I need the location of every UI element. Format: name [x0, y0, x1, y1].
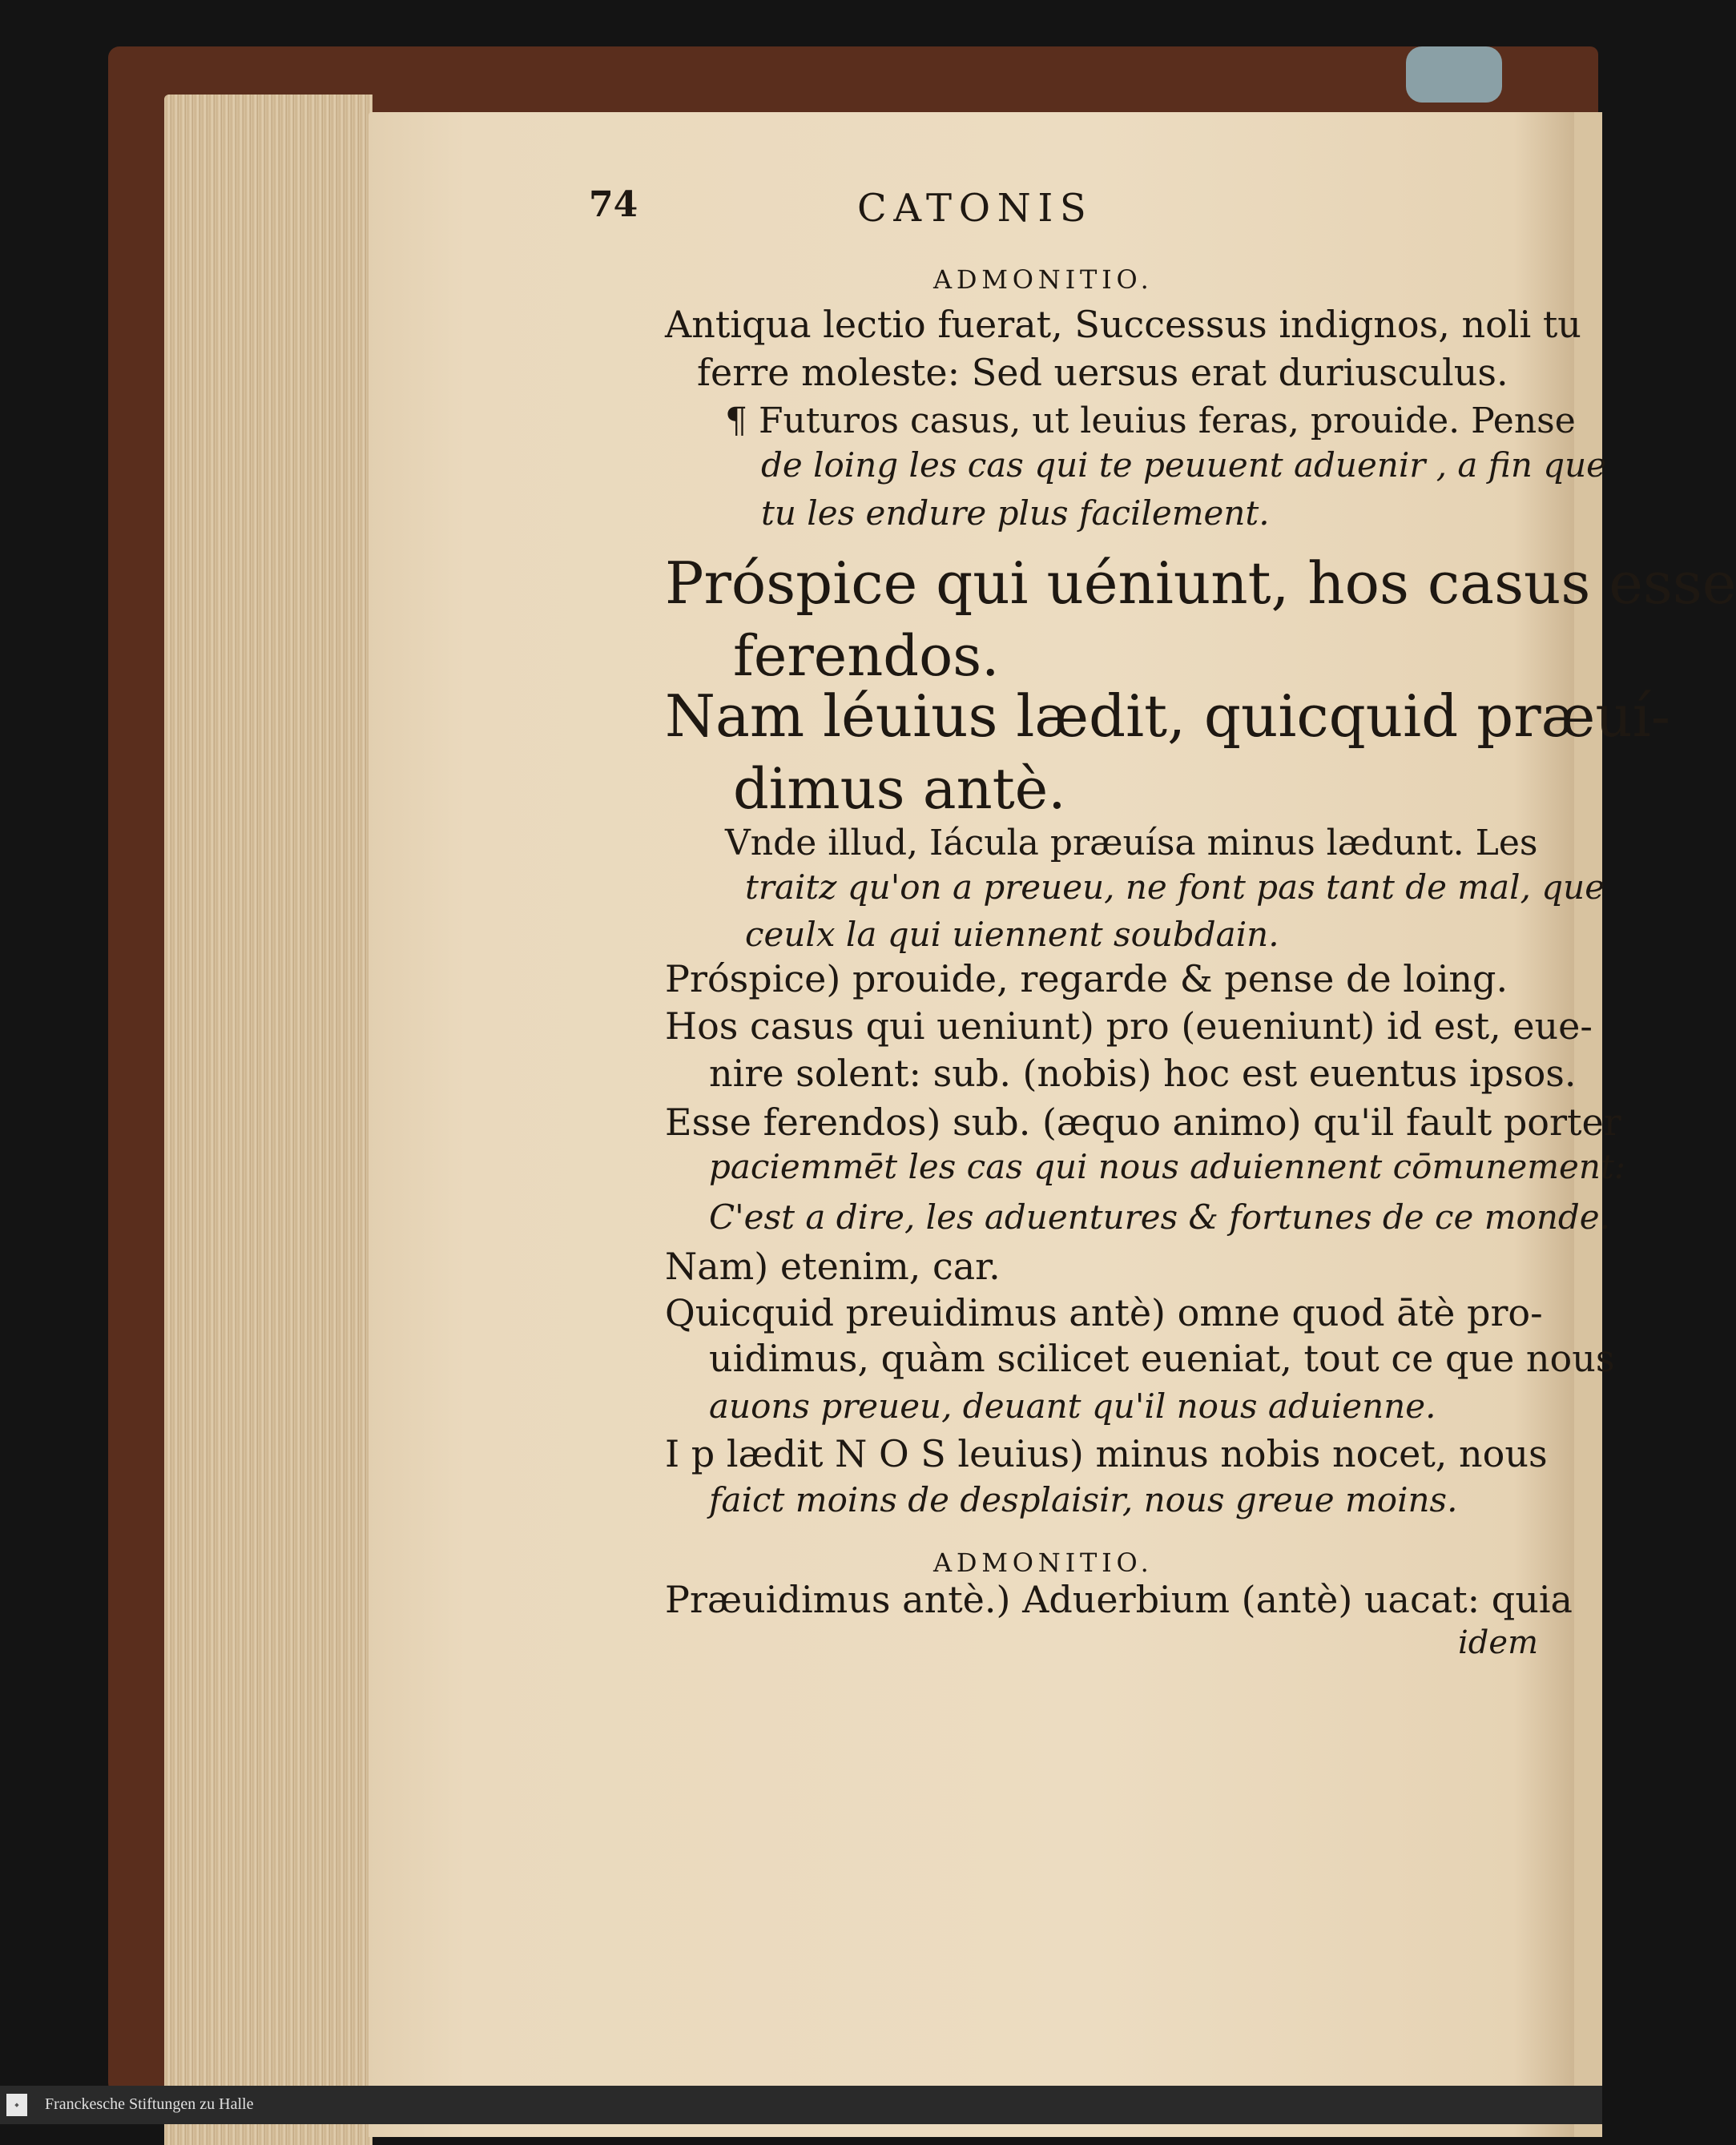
text-line: Præuidimus antè.) Aduerbium (antè) uacat: quia — [665, 1578, 1573, 1621]
text-line: ferendos. — [733, 623, 1000, 689]
text-line: paciemmēt les cas qui nous aduiennent cōmunement: — [709, 1147, 1625, 1186]
institution-name: Franckesche Stiftungen zu Halle — [45, 2095, 254, 2113]
page-stack-edge — [164, 95, 373, 2145]
text-line: traitz qu'on a preueu, ne font pas tant de mal, que — [745, 867, 1605, 907]
text-line: Antiqua lectio fuerat, Successus indignos, noli tu — [665, 303, 1581, 346]
text-line: faict moins de desplaisir, nous greue moins. — [709, 1480, 1458, 1519]
text-line: ADMONITIO. — [933, 264, 1154, 295]
footer-bar — [0, 2086, 1602, 2124]
text-line: ADMONITIO. — [933, 1547, 1154, 1578]
text-line: Próspice qui uéniunt, hos casus esse — [665, 549, 1736, 617]
text-line: Esse ferendos) sub. (æquo animo) qu'il fault porter — [665, 1101, 1621, 1144]
text-line: tu les endure plus facilement. — [761, 493, 1270, 533]
text-line: C'est a dire, les aduentures & fortunes de ce monde. — [709, 1197, 1610, 1237]
text-line: Próspice) prouide, regarde & pense de loing. — [665, 957, 1508, 1000]
text-line: ferre moleste: Sed uersus erat duriusculus. — [697, 351, 1508, 394]
text-line: uidimus, quàm scilicet eueniat, tout ce que nous — [709, 1337, 1615, 1380]
text-line: Nam léuius lædit, quicquid præuí- — [665, 682, 1671, 750]
text-line: nire solent: sub. (nobis) hoc est euentus ipsos. — [709, 1052, 1577, 1095]
text-line: idem — [1458, 1624, 1538, 1661]
text-line: de loing les cas qui te peuuent aduenir , a fin que — [761, 445, 1607, 485]
text-line: I p lædit N O S leuius) minus nobis nocet, nous — [665, 1432, 1548, 1475]
institution-logo-icon: ◆ — [6, 2094, 27, 2116]
text-line: Nam) etenim, car. — [665, 1245, 1001, 1288]
text-line: dimus antè. — [733, 756, 1066, 822]
text-line: ¶ Futuros casus, ut leuius feras, prouide. Pense — [725, 400, 1576, 441]
page-number: 74 — [589, 184, 638, 225]
bookmark-ribbon — [1406, 46, 1502, 103]
text-line: Hos casus qui ueniunt) pro (eueniunt) id est, eue- — [665, 1004, 1593, 1048]
text-line: Vnde illud, Iácula præuísa minus lædunt. Les — [725, 823, 1538, 863]
text-line: ceulx la qui uiennent soubdain. — [745, 915, 1279, 954]
text-line: Quicquid preuidimus antè) omne quod ātè pro- — [665, 1291, 1543, 1334]
running-head: CATONIS — [857, 186, 1094, 231]
text-line: auons preueu, deuant qu'il nous aduienne. — [709, 1386, 1436, 1426]
